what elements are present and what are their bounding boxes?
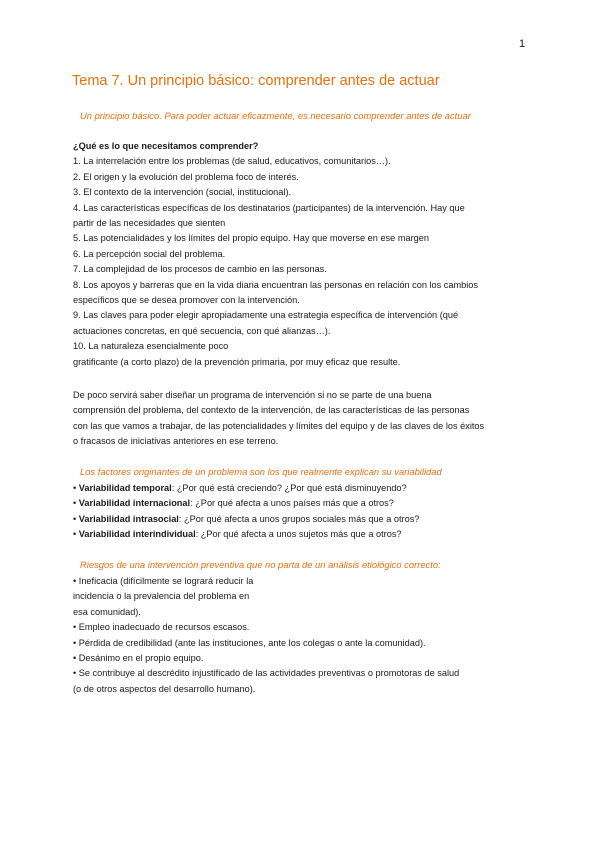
question-line: actuaciones concretas, en qué secuencia, con qué alianzas…). [73,325,331,336]
page-number: 1 [519,38,526,50]
question-line: 3. El contexto de la intervención (social, institucional). [73,187,292,198]
question-line: 10. La naturaleza esencialmente poco [73,341,229,352]
risk-line: esa comunidad). [73,606,141,617]
list-item: • Variabilidad intrasocial: ¿Por qué afecta a unos grupos sociales más que a otros? [73,513,420,524]
question-line: 2. El origen y la evolución del problema foco de interés. [73,171,299,182]
question-line: 7. La complejidad de los procesos de cambio en las personas. [73,264,327,275]
page-title: Tema 7. Un principio básico: comprender antes de actuar [72,73,440,89]
risk-line: • Desánimo en el propio equipo. [73,653,204,664]
factor-term: Variabilidad temporal [78,483,172,493]
paragraph-line: o fracasos de iniciativas anteriores en ese terreno. [73,436,279,447]
risk-line: incidencia o la prevalencia del problema en [73,591,250,602]
factor-question: : ¿Por qué afecta a unos países más que a otros? [190,498,394,509]
risks-list [73,574,543,697]
question-line: partir de las necesidades que sienten [73,218,226,229]
factor-term: Variabilidad interindividual [78,529,196,540]
factor-question: : ¿Por qué afecta a unos sujetos más que a otros? [195,529,402,540]
list-item: • Variabilidad interindividual: ¿Por qué afecta a unos sujetos más que a otros? [73,529,402,540]
factor-term: Variabilidad intrasocial [78,513,179,524]
question-line: gratificante (a corto plazo) de la prevención primaria, por muy eficaz que resulte. [73,356,401,367]
subtitle: Un principio básico. Para poder actuar eficazmente, es necesario comprender antes de actuar [80,110,471,121]
question-line: 5. Las potencialidades y los límites del propio equipo. Hay que moverse en ese margen [73,233,429,244]
paragraph-line: comprensión del problema, del contexto de la intervención, de las características de las personas [73,405,470,416]
question-line: 9. Las claves para poder elegir apropiadamente una estrategia específica de intervención (qué [73,310,459,321]
factors-title: Los factores originantes de un problema son los que realmente explican su variabilidad [80,466,442,477]
questions-heading: ¿Qué es lo que necesitamos comprender? [73,141,259,151]
factor-question: : ¿Por qué afecta a unos grupos sociales más que a otros? [178,513,420,524]
factor-question: : ¿Por qué está creciendo? ¿Por qué está disminuyendo? [171,483,407,493]
risk-line: • Empleo inadecuado de recursos escasos. [73,622,250,633]
paragraph-line: De poco servirá saber diseñar un programa de intervención si no se parte de una buena [73,390,432,400]
factor-term: Variabilidad internacional [78,498,191,509]
risk-line: (o de otros aspectos del desarrollo humano). [73,683,256,694]
factors-list [73,481,543,543]
question-line: 1. La interrelación entre los problemas (de salud, educativos, comunitarios…). [73,156,391,167]
question-line: 8. Los apoyos y barreras que en la vida diaria encuentran las personas en relación con los cambios [73,279,478,290]
list-item: • Variabilidad internacional: ¿Por qué afecta a unos países más que a otros? [73,498,394,509]
intro-paragraph [73,388,543,450]
paragraph-line: con las que vamos a trabajar, de las potencialidades y límites del equipo y de las claves de los éxitos [73,420,485,431]
risks-title: Riesgos de una intervención preventiva que no parta de un análisis etiológico correcto: [80,559,441,570]
question-line: 6. La percepción social del problema. [73,248,226,259]
questions-section [73,139,543,370]
risk-line: • Ineficacia (difícilmente se logrará reducir la [73,576,254,586]
risk-line: • Se contribuye al descrédito injustificado de las actividades preventivas o promotoras de salud [73,668,460,679]
list-item: • Variabilidad temporal: ¿Por qué está creciendo? ¿Por qué está disminuyendo? [73,483,407,493]
question-line: específicos que se desea promover con la intervención. [73,295,300,306]
question-line: 4. Las características específicas de los destinatarios (participantes) de la intervención. Hay que [73,202,465,213]
risk-line: • Pérdida de credibilidad (ante las instituciones, ante los colegas o ante la comunidad). [73,637,426,648]
